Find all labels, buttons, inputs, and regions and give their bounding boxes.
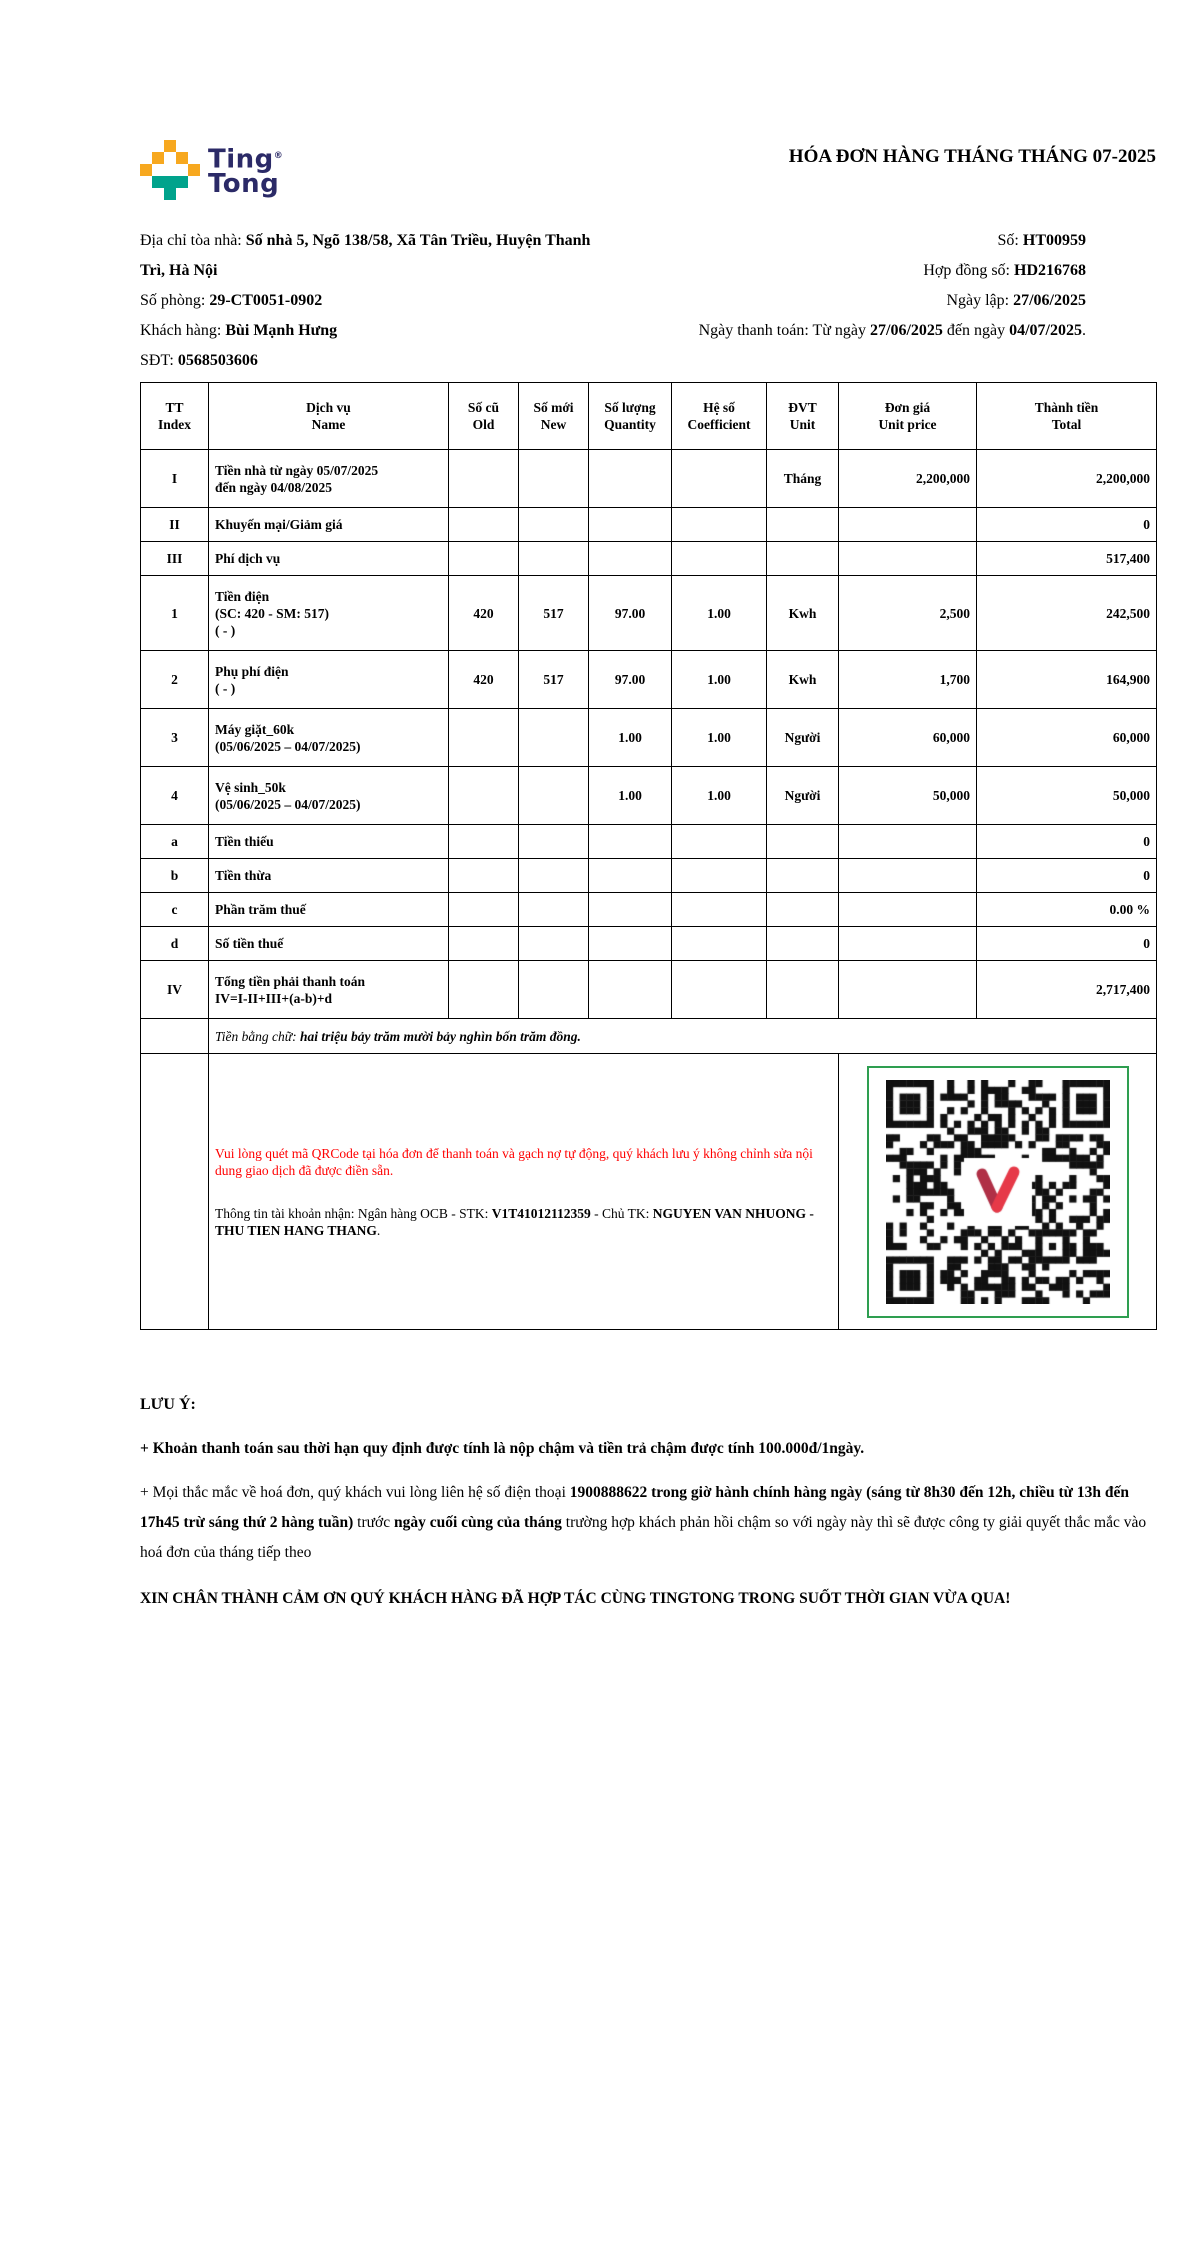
invoice-table xyxy=(140,382,1157,1330)
qr-code xyxy=(886,1080,1110,1304)
invoice-info xyxy=(140,226,1156,376)
invoice-number-line: Số: HT00959 xyxy=(997,232,1086,249)
info-right-column xyxy=(610,226,1086,376)
phone-line: SĐT: 0568503606 xyxy=(140,352,258,369)
thanks-note: XIN CHÂN THÀNH CẢM ƠN QUÝ KHÁCH HÀNG ĐÃ HỢP TÁC CÙNG TINGTONG TRONG SUỐT THỜI GIAN VỪA QUA! xyxy=(140,1590,1011,1607)
table-row: b Tiền thừa 0 xyxy=(141,859,1157,893)
table-header-cell: Thành tiền Total xyxy=(977,383,1157,450)
table-header-cell: Số cũ Old xyxy=(449,383,519,450)
customer-line: Khách hàng: Bùi Mạnh Hưng xyxy=(140,322,338,339)
qr-green-frame xyxy=(867,1066,1129,1318)
table-header-cell: TT Index xyxy=(141,383,209,450)
qr-instructions-cell xyxy=(209,1054,839,1330)
building-address-line: Địa chỉ tòa nhà: Số nhà 5, Ngõ 138/58, Xã Tân Triều, Huyện Thanh Trì, Hà Nội xyxy=(140,232,591,279)
brand-logo xyxy=(140,140,283,200)
payment-period-line: Ngày thanh toán: Từ ngày 27/06/2025 đến ngày 04/07/2025. xyxy=(698,322,1086,339)
table-row: 2 Phụ phí điện ( - ) 420 517 97.00 1.00 Kwh 1,700 164,900 xyxy=(141,651,1157,709)
invoice-content xyxy=(140,0,1156,1614)
contact-note: + Mọi thắc mắc về hoá đơn, quý khách vui lòng liên hệ số điện thoại 1900888622 trong giờ hành chính hàng ngày (sáng từ 8h30 đến 12h, chiều từ 13h đến 17h45 trừ sáng thứ 2 hàng tuần) trước ngày cuối cùng của tháng trường hợp khách phản hồi chậm so với ngày này thì sẽ được công ty giải quyết thắc mắc vào hoá đơn của tháng tiếp theo xyxy=(140,1484,1147,1561)
logo-pixel-icon xyxy=(140,140,200,200)
qr-code-cell xyxy=(839,1054,1157,1330)
brand-wordmark xyxy=(208,144,284,199)
table-row: a Tiền thiếu 0 xyxy=(141,825,1157,859)
amount-in-words-row xyxy=(141,1019,1157,1054)
amount-in-words-cell xyxy=(209,1019,1157,1054)
table-row: III Phí dịch vụ 517,400 xyxy=(141,542,1157,576)
notes-heading: LƯU Ý: xyxy=(140,1396,196,1413)
amount-in-words-value: hai triệu bảy trăm mười bảy nghìn bốn trăm đồng. xyxy=(299,1028,581,1044)
registered-mark-icon: ® xyxy=(273,151,284,161)
brand-word-line2: Tong xyxy=(208,168,280,199)
table-header-cell: Hệ số Coefficient xyxy=(672,383,767,450)
table-header-cell: Số mới New xyxy=(519,383,589,450)
amount-in-words-label: Tiền bằng chữ: xyxy=(215,1028,300,1044)
qr-row xyxy=(141,1054,1157,1330)
table-header-cell: Đơn giá Unit price xyxy=(839,383,977,450)
footer-notes xyxy=(140,1390,1156,1614)
room-number-line: Số phòng: 29-CT0051-0902 xyxy=(140,292,323,309)
table-row: 3 Máy giặt_60k (05/06/2025 – 04/07/2025) 1.00 1.00 Người 60,000 60,000 xyxy=(141,709,1157,767)
header xyxy=(140,140,1156,200)
late-payment-note: + Khoản thanh toán sau thời hạn quy định được tính là nộp chậm và tiền trả chậm được tính 100.000đ/1ngày. xyxy=(140,1440,865,1457)
table-row: d Số tiền thuế 0 xyxy=(141,927,1157,961)
contract-number-line: Hợp đồng số: HD216768 xyxy=(923,262,1086,279)
table-row: I Tiền nhà từ ngày 05/07/2025 đến ngày 04/08/2025 Tháng 2,200,000 2,200,000 xyxy=(141,450,1157,508)
table-header-row xyxy=(141,383,1157,450)
invoice-title: HÓA ĐƠN HÀNG THÁNG THÁNG 07-2025 xyxy=(788,146,1156,167)
table-row: 1 Tiền điện (SC: 420 - SM: 517) ( - ) 420 517 97.00 1.00 Kwh 2,500 242,500 xyxy=(141,576,1157,651)
table-header-cell: Dịch vụ Name xyxy=(209,383,449,450)
table-row: II Khuyến mại/Giảm giá 0 xyxy=(141,508,1157,542)
table-row: 4 Vệ sinh_50k (05/06/2025 – 04/07/2025) 1.00 1.00 Người 50,000 50,000 xyxy=(141,767,1157,825)
issue-date-line: Ngày lập: 27/06/2025 xyxy=(946,292,1086,309)
table-header-cell: ĐVT Unit xyxy=(767,383,839,450)
qr-payment-note: Vui lòng quét mã QRCode tại hóa đơn để thanh toán và gạch nợ tự động, quý khách lưu ý không chỉnh sửa nội dung giao dịch đã được điền sẵn. xyxy=(215,1145,813,1178)
table-header-cell: Số lượng Quantity xyxy=(589,383,672,450)
table-row: IV Tổng tiền phải thanh toán IV=I-II+III+(a-b)+d 2,717,400 xyxy=(141,961,1157,1019)
account-info: Thông tin tài khoản nhận: Ngân hàng OCB - STK: V1T41012112359 - Chủ TK: NGUYEN VAN NHUONG - THU TIEN HANG THANG. xyxy=(215,1205,814,1238)
table-row: c Phần trăm thuế 0.00 % xyxy=(141,893,1157,927)
info-left-column xyxy=(140,226,610,376)
brand-word-line1: Ting xyxy=(208,144,274,175)
invoice-table-body xyxy=(141,450,1157,1019)
